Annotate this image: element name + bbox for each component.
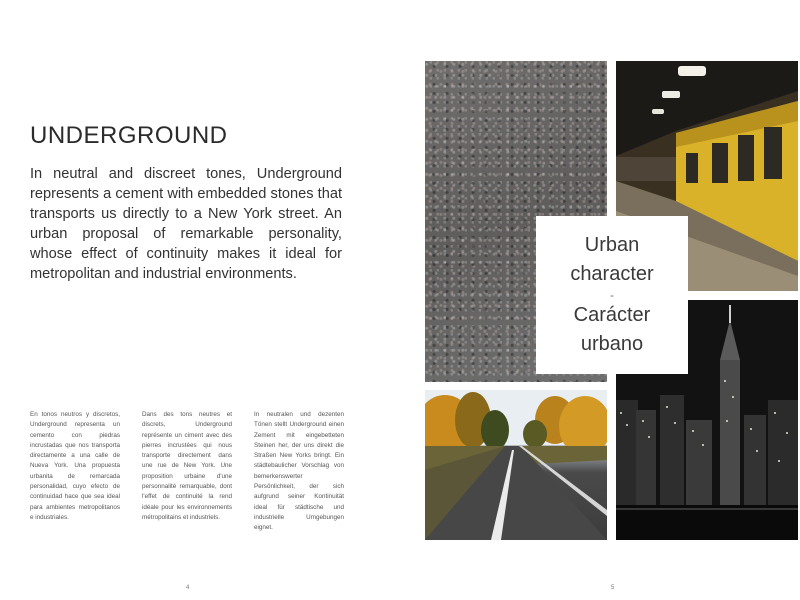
lead-paragraph: In neutral and discreet tones, Underground represents a cement with embedded stones that transports us directly to a New York street. An urban proposal of remarkable personality, whose effect of continuity makes it ideal for metropolitan and industrial environments. (30, 166, 342, 282)
caption-english-line-2: character (570, 263, 654, 285)
caption-english-line-1: Urban (584, 234, 640, 256)
page-title: UNDERGROUND (30, 122, 228, 149)
german-text-column: In neutralen und dezenten Tönen stellt Underground einen Zement mit eingebetteten Steinen her, der uns direkt die Straßen New Yorks bringt. Ein städtebaulicher Vorschlag von bemerkenswerter Persönlichkeit, der sich aufgrund seiner Kontinuität ideal für städtische und industrielle Umgebungen eignet. (254, 411, 344, 532)
caption-spanish-line-1: Carácter (573, 304, 651, 326)
caption-box (536, 216, 688, 374)
caption-spanish-line-2: urbano (580, 333, 644, 355)
forest-road-photo (425, 390, 607, 540)
french-text-column: Dans des tons neutres et discrets, Underground représente un ciment avec des pierres incrustées qui nous transporte directement dans une rue de New York. Une proposition urbaine d'une personnalité remarquable, dont l'effet de continuité la rend idéale pour les environnements métropolitains et industriels. (142, 411, 232, 521)
spanish-text-column: En tonos neutros y discretos, Underground representa un cemento con piedras incrustadas que nos transporta directamente a una calle de Nueva York. Una propuesta urbanita de remarcada personalidad, cuyo efecto de continuidad hace que sea ideal para ambientes metropolitanos e industriales. (30, 411, 120, 521)
right-page (400, 0, 800, 600)
page-number-right: 5 (611, 585, 615, 591)
caption-separator: - (610, 288, 614, 302)
page-number-left: 4 (186, 585, 190, 591)
